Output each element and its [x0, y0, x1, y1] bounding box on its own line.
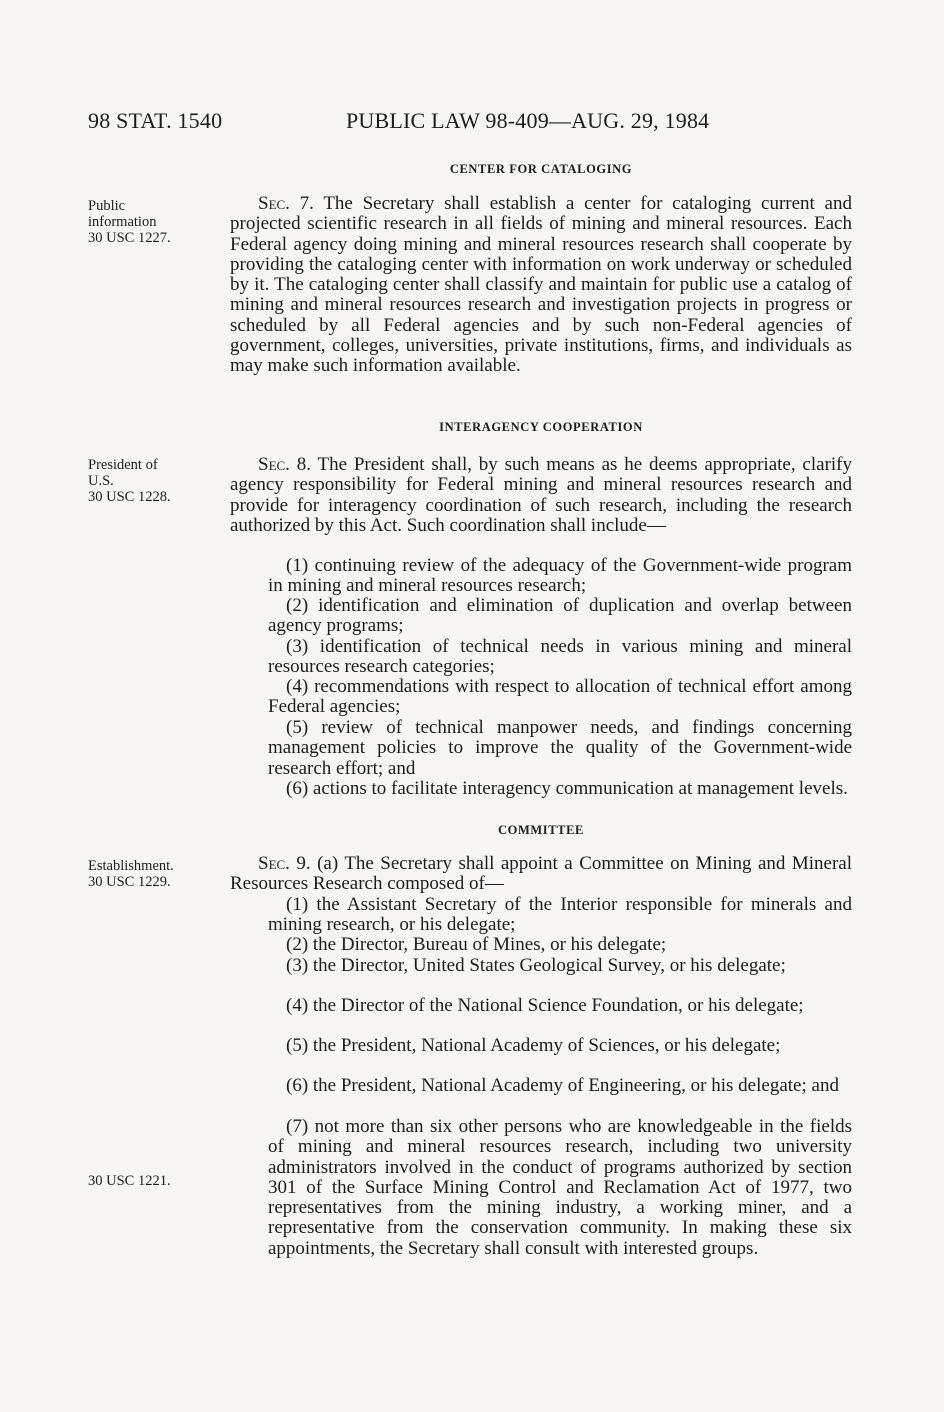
margin-note-line: President of: [88, 457, 158, 473]
list-item: (2) identification and elimination of duplication and overlap between agency programs;: [268, 595, 852, 637]
list-item: (4) the Director of the National Science Foundation, or his delegate;: [286, 995, 804, 1016]
list-item: (6) the President, National Academy of Engineering, or his delegate; and: [286, 1075, 839, 1096]
section-7-heading: CENTER FOR CATALOGING: [449, 162, 633, 176]
list-item: (3) identification of technical needs in various mining and mineral resources research categories;: [268, 636, 852, 678]
section-label: Sec. 7.: [258, 193, 314, 214]
margin-note-line: 30 USC 1227.: [88, 230, 171, 246]
section-8-heading: INTERAGENCY COOPERATION: [439, 420, 643, 434]
section-7-paragraph: [230, 194, 852, 377]
section-label: Sec. 9.: [258, 853, 311, 874]
list-item: (6) actions to facilitate interagency communication at management levels.: [286, 778, 848, 799]
margin-note-line: information: [88, 214, 157, 230]
list-item: (1) the Assistant Secretary of the Interior responsible for minerals and mining research, or his delegate;: [268, 894, 852, 936]
margin-note-line: Establishment.: [88, 858, 174, 874]
section-9-heading: COMMITTEE: [498, 823, 584, 837]
section-9-margin-note-2: 30 USC 1221.: [88, 1173, 171, 1189]
margin-note-line: 30 USC 1228.: [88, 489, 171, 505]
section-8-paragraph: [230, 455, 852, 536]
section-8-margin-note: [88, 457, 218, 505]
list-item: (7) not more than six other persons who are knowledgeable in the fields of mining and mineral resources research, including two university administrators involved in the conduct of programs authorized by section 301 of the Surface Mining Control and Reclamation Act of 1977, two representatives from the mining industry, a working miner, and a representative from the conservation community. In making these six appointments, the Secretary shall consult with interested groups.: [268, 1116, 852, 1259]
list-item: (2) the Director, Bureau of Mines, or his delegate;: [286, 934, 667, 955]
list-item: (1) continuing review of the adequacy of the Government-wide program in mining and mineral resources research;: [268, 555, 852, 597]
margin-note-line: U.S.: [88, 473, 114, 489]
section-text: (a) The Secretary shall appoint a Committee on Mining and Mineral Resources Research composed of—: [230, 853, 852, 895]
stat-page-number: 98 STAT. 1540: [88, 108, 223, 133]
list-item: (5) review of technical manpower needs, and findings concerning management policies to improve the quality of the Government-wide research effort; and: [268, 717, 852, 779]
margin-note-line: 30 USC 1229.: [88, 874, 171, 890]
list-item: (3) the Director, United States Geological Survey, or his delegate;: [286, 955, 786, 976]
section-9-paragraph: [230, 854, 852, 895]
section-text: The Secretary shall establish a center for cataloging current and projected scientific research in all fields of mining and mineral resources. Each Federal agency doing mining and mineral resources research shall cooperate by providing the cataloging center with information on work underway or scheduled by it. The cataloging center shall classify and maintain for public use a catalog of mining and mineral resources research and investigation projects in progress or scheduled by all Federal agencies and by such non-Federal agencies of government, colleges, universities, private institutions, firms, and individuals as may make such information available.: [230, 193, 852, 377]
list-item: (4) recommendations with respect to allocation of technical effort among Federal agencies;: [268, 676, 852, 718]
section-label: Sec. 8.: [258, 454, 311, 475]
section-9-margin-note: [88, 858, 218, 890]
section-text: The President shall, by such means as he deems appropriate, clarify agency responsibility for Federal mining and mineral resources research and provide for interagency coordination of such research, including the research authorized by this Act. Such coordination shall include—: [230, 454, 852, 536]
section-7-margin-note: [88, 198, 218, 246]
list-item: (5) the President, National Academy of Sciences, or his delegate;: [286, 1035, 781, 1056]
margin-note-line: Public: [88, 198, 126, 214]
page-title: PUBLIC LAW 98-409—AUG. 29, 1984: [346, 108, 710, 133]
